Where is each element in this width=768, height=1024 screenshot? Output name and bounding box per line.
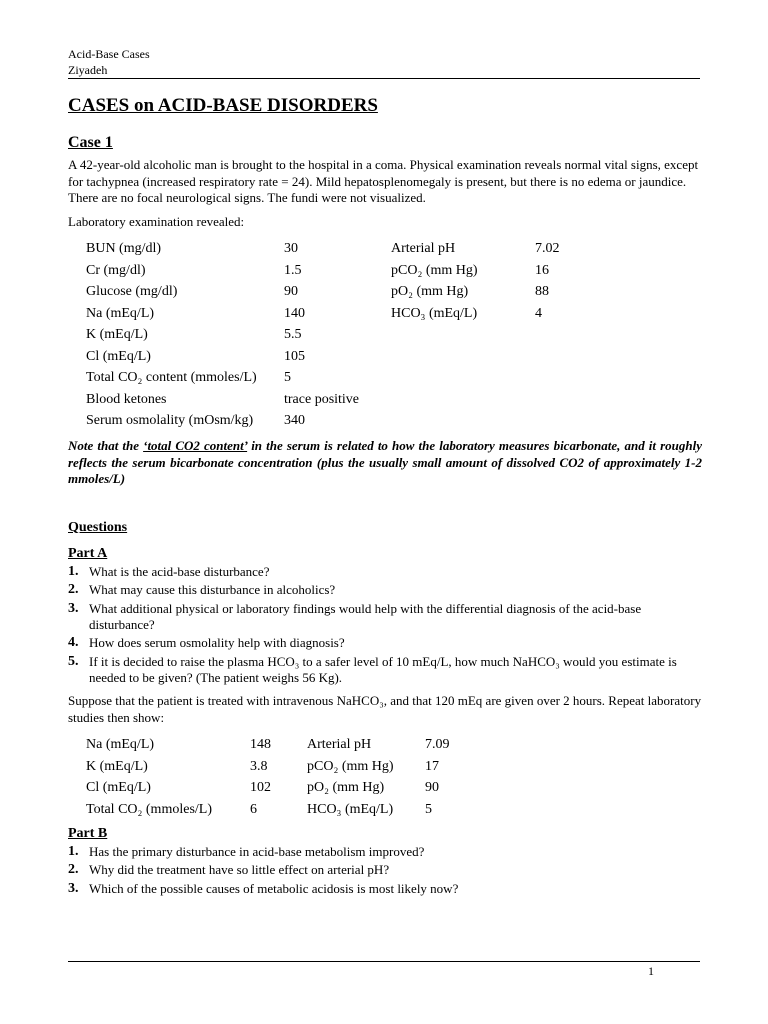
lab-label: Cl (mEq/L) — [86, 780, 151, 795]
lab-value: 340 — [284, 413, 305, 428]
lab-label: BUN (mg/dl) — [86, 241, 162, 256]
question-item — [68, 564, 702, 581]
lab-label: pO₂ (mm Hg) — [391, 284, 469, 299]
header-rule — [68, 78, 700, 79]
lab-value: 88 — [535, 284, 549, 299]
question-item — [68, 881, 702, 898]
lab-label: Cl (mEq/L) — [86, 348, 151, 364]
lab-label: K (mEq/L) — [86, 327, 148, 342]
page-number: 1 — [648, 964, 654, 978]
running-header-author: Ziyadeh — [68, 63, 108, 77]
treatment-paragraph: Suppose that the patient is treated with intravenous NaHCO₃, and that 120 mEq are given over 2 hours. Repeat laboratory studies then show: — [68, 693, 702, 725]
lab-value: 16 — [535, 262, 549, 278]
part-b-questions — [68, 844, 702, 899]
bicarbonate-note — [68, 438, 702, 488]
note-text-before: Note that the — [68, 438, 144, 453]
question-number: 3. — [68, 600, 79, 616]
question-text: What is the acid-base disturbance? — [89, 564, 270, 579]
question-text: What additional physical or laboratory findings would help with the differential diagnosis of the acid-base disturbance? — [89, 600, 642, 633]
lab-value: 102 — [250, 780, 271, 795]
lab-value: 90 — [425, 780, 439, 795]
lab-label: Total CO₂ (mmoles/L) — [86, 801, 212, 817]
questions-heading: Questions — [68, 520, 128, 535]
question-text: What may cause this disturbance in alcoholics? — [89, 582, 336, 598]
question-number: 4. — [68, 635, 79, 651]
lab-value: 6 — [250, 801, 257, 817]
question-item — [68, 582, 702, 599]
case-heading: Case 1 — [68, 134, 113, 151]
lab-label: HCO₃ (mEq/L) — [307, 801, 394, 817]
lab-value: 148 — [250, 737, 271, 752]
question-item — [68, 844, 702, 861]
lab-value: 7.09 — [425, 737, 450, 752]
lab-label: HCO₃ (mEq/L) — [391, 305, 478, 321]
lab-value: 4 — [535, 305, 542, 321]
lab-value: trace positive — [284, 391, 360, 407]
question-number: 1. — [68, 564, 79, 579]
question-text: Why did the treatment have so little effect on arterial pH? — [89, 862, 390, 878]
lab-label: Glucose (mg/dl) — [86, 284, 178, 299]
question-number: 2. — [68, 582, 79, 598]
question-item — [68, 635, 702, 652]
question-text: If it is decided to raise the plasma HCO₃ to a safer level of 10 mEq/L, how much NaHCO₃ would you estimate is needed to be given? (The patient weighs 56 Kg). — [89, 653, 677, 686]
lab-value: 140 — [284, 305, 305, 321]
lab-label: Blood ketones — [86, 391, 167, 407]
lab-value: 5.5 — [284, 327, 302, 342]
lab-value: 5 — [284, 370, 291, 385]
lab-value: 90 — [284, 284, 298, 299]
lab-label: pO₂ (mm Hg) — [307, 780, 385, 795]
lab-label: K (mEq/L) — [86, 758, 148, 774]
question-number: 3. — [68, 880, 79, 896]
question-number: 1. — [68, 844, 79, 859]
case-intro: A 42-year-old alcoholic man is brought to the hospital in a coma. Physical examination reveals normal vital signs, except for tachypnea (increased respiratory rate = 24). Mild hepatosplenomegaly is present, but there is no edema or jaundice. There are no focal neurological signs. The fundi were not visualized. — [68, 157, 699, 205]
lab-value: 7.02 — [535, 241, 560, 256]
question-item — [68, 654, 702, 687]
lab-label: Na (mEq/L) — [86, 305, 155, 321]
lab-label: Arterial pH — [391, 241, 456, 256]
lab-intro: Laboratory examination revealed: — [68, 214, 245, 229]
lab-label: pCO₂ (mm Hg) — [391, 262, 478, 278]
lab-label: Cr (mg/dl) — [86, 262, 146, 278]
question-text: Which of the possible causes of metabolic acidosis is most likely now? — [89, 880, 459, 896]
document-title: CASES on ACID-BASE DISORDERS — [68, 95, 378, 116]
lab-label: Total CO₂ content (mmoles/L) — [86, 370, 257, 385]
lab-value: 17 — [425, 758, 439, 774]
footer-rule — [68, 961, 700, 962]
part-b-heading: Part B — [68, 826, 108, 841]
question-item — [68, 601, 702, 634]
lab-value: 3.8 — [250, 758, 268, 774]
note-text-underlined: ‘total CO2 content’ — [143, 438, 248, 453]
part-a-heading: Part A — [68, 546, 108, 561]
lab-value: 30 — [284, 241, 298, 256]
lab-label: Na (mEq/L) — [86, 737, 155, 752]
lab-value: 105 — [284, 348, 305, 364]
question-number: 2. — [68, 862, 79, 878]
lab-value: 5 — [425, 801, 432, 817]
lab-label: Serum osmolality (mOsm/kg) — [86, 413, 254, 428]
note-text-after: in the serum is related to how the laboratory measures bicarbonate, and it roughly reflects the serum bicarbonate concentration (plus the usually small amount of dissolved CO2 of approximately 1-2 mmoles/L) — [68, 438, 702, 486]
question-number: 5. — [68, 653, 79, 669]
part-a-questions — [68, 564, 702, 688]
question-text: How does serum osmolality help with diagnosis? — [89, 635, 345, 651]
question-text: Has the primary disturbance in acid-base metabolism improved? — [89, 844, 425, 859]
lab-label: pCO₂ (mm Hg) — [307, 758, 394, 774]
question-item — [68, 862, 702, 879]
lab-value: 1.5 — [284, 262, 302, 278]
lab-label: Arterial pH — [307, 737, 372, 752]
running-header-title: Acid-Base Cases — [68, 47, 150, 61]
